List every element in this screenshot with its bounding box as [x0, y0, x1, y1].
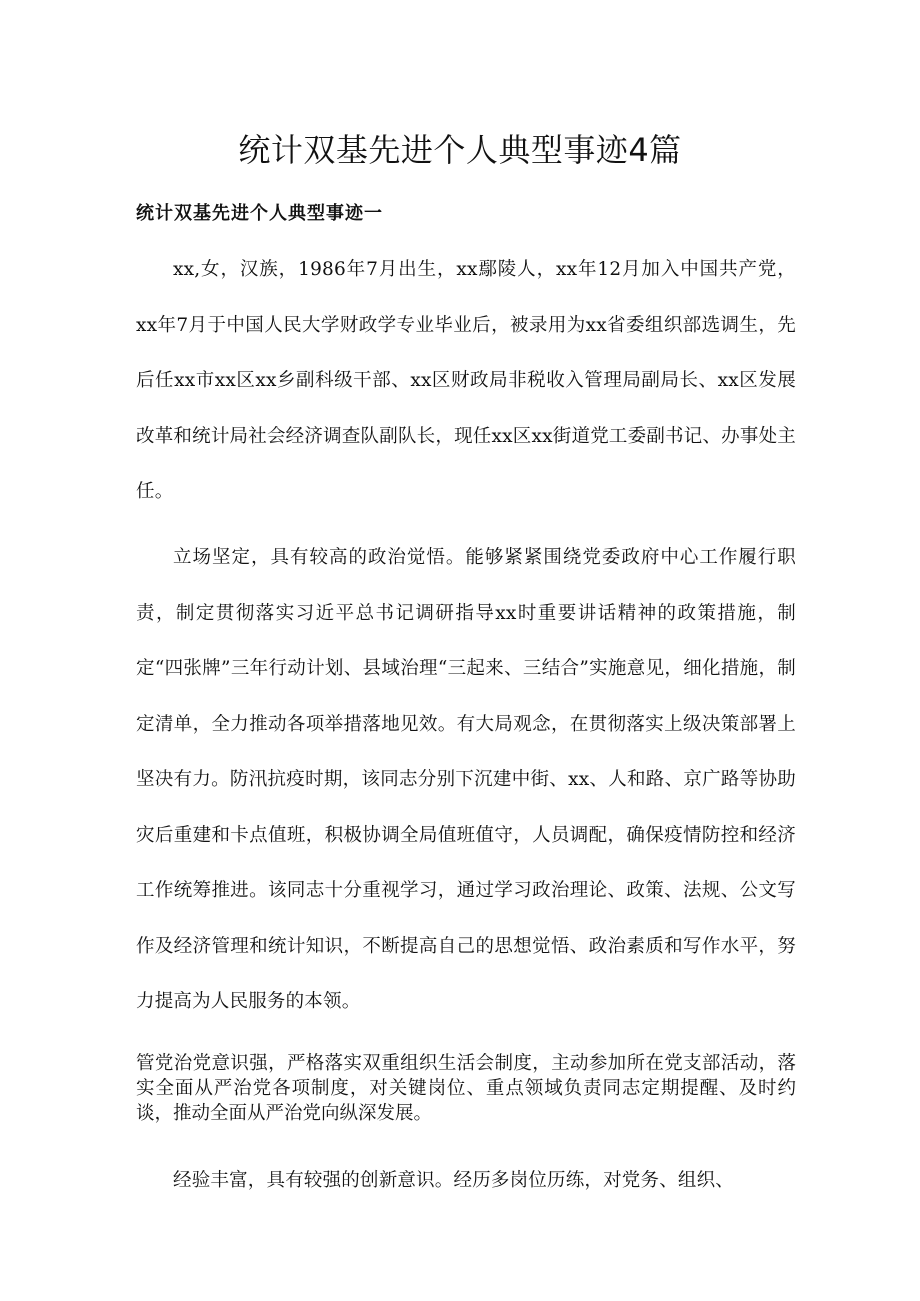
document-title: 统计双基先进个人典型事迹4篇: [238, 131, 682, 169]
paragraph-party-discipline: 管党治党意识强，严格落实双重组织生活会制度，主动参加所在党支部活动，落实全面从严治党各项制度，对关键岗位、重点领域负责同志定期提醒、及时约谈，推动全面从严治党向纵深发展。: [136, 1053, 796, 1124]
section-heading: 统计双基先进个人典型事迹一: [136, 203, 383, 224]
paragraph-biography: xx,女，汉族，1986年7月出生，xx鄢陵人，xx年12月加入中国共产党，xx年7月于中国人民大学财政学专业毕业后，被录用为xx省委组织部选调生，先后任xx市xx区xx乡副科级干部、xx区财政局非税收入管理局副局长、xx区发展改革和统计局社会经济调查队副队长，现任xx区xx街道党工委副书记、办事处主任。: [136, 259, 796, 502]
paragraph-experience: 经验丰富，具有较强的创新意识。经历多岗位历练，对党务、组织、: [173, 1170, 735, 1191]
paragraph-political-stance: 立场坚定，具有较高的政治觉悟。能够紧紧围绕党委政府中心工作履行职责，制定贯彻落实习近平总书记调研指导xx时重要讲话精神的政策措施，制定“四张牌”三年行动计划、县域治理“三起来、三结合”实施意见，细化措施，制定清单，全力推动各项举措落地见效。有大局观念，在贯彻落实上级决策部署上坚决有力。防汛抗疫时期，该同志分别下沉建中街、xx、人和路、京广路等协助灾后重建和卡点值班，积极协调全局值班值守，人员调配，确保疫情防控和经济工作统筹推进。该同志十分重视学习，通过学习政治理论、政策、法规、公文写作及经济管理和统计知识，不断提高自己的思想觉悟、政治素质和写作水平，努力提高为人民服务的本领。: [136, 547, 796, 1012]
